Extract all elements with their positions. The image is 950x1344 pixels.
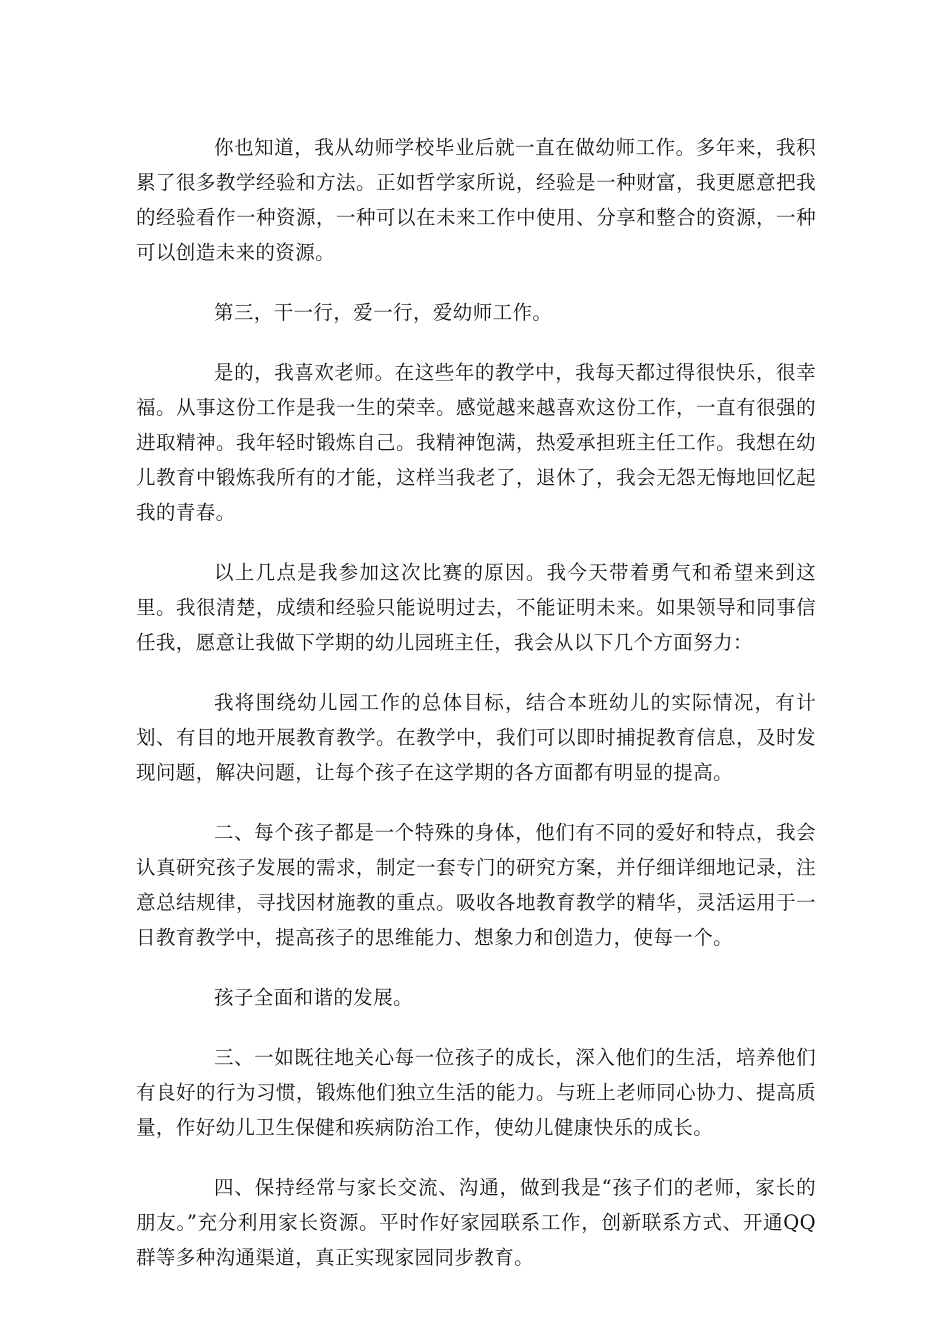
paragraph-love-teaching: 是的，我喜欢老师。在这些年的教学中，我每天都过得很快乐，很幸福。从事这份工作是我一生的荣幸。感觉越来越喜欢这份工作，一直有很强的进取精神。我年轻时锻炼自己。我精神饱满，热爱承担班主任工作。我想在幼儿教育中锻炼我所有的才能，这样当我老了，退休了，我会无怨无悔地回忆起我的青春。 — [136, 361, 816, 524]
paragraph-plan-two-continued: 孩子全面和谐的发展。 — [214, 986, 414, 1009]
paragraph-plan-one: 我将围绕幼儿园工作的总体目标，结合本班幼儿的实际情况，有计划、有目的地开展教育教学。在教学中，我们可以即时捕捉教育信息，及时发现问题，解决问题，让每个孩子在这学期的各方面都有明显的提高。 — [136, 691, 816, 784]
paragraph-plan-two: 二、每个孩子都是一个特殊的身体，他们有不同的爱好和特点，我会认真研究孩子发展的需求，制定一套专门的研究方案，并仔细详细地记录，注意总结规律，寻找因材施教的重点。吸收各地教育教学的精华，灵活运用于一日教育教学中，提高孩子的思维能力、想象力和创造力，使每一个。 — [136, 821, 816, 949]
paragraph-experience: 你也知道，我从幼师学校毕业后就一直在做幼师工作。多年来，我积累了很多教学经验和方法。正如哲学家所说，经验是一种财富，我更愿意把我的经验看作一种资源，一种可以在未来工作中使用、分享和整合的资源，一种可以创造未来的资源。 — [136, 136, 816, 264]
document-body — [136, 130, 816, 1300]
paragraph-plan-four: 四、保持经常与家长交流、沟通，做到我是“孩子们的老师，家长的朋友。”充分利用家长资源。平时作好家园联系工作，创新联系方式、开通QQ群等多种沟通渠道，真正实现家园同步教育。 — [136, 1176, 816, 1269]
paragraph-reasons: 以上几点是我参加这次比赛的原因。我今天带着勇气和希望来到这里。我很清楚，成绩和经验只能说明过去，不能证明未来。如果领导和同事信任我，愿意让我做下学期的幼儿园班主任，我会从以下几个方面努力： — [136, 561, 816, 654]
paragraph-third-point: 第三，干一行，爱一行，爱幼师工作。 — [214, 301, 553, 324]
paragraph-plan-three: 三、一如既往地关心每一位孩子的成长，深入他们的生活，培养他们有良好的行为习惯，锻炼他们独立生活的能力。与班上老师同心协力、提高质量，作好幼儿卫生保健和疾病防治工作，使幼儿健康快乐的成长。 — [136, 1046, 816, 1139]
